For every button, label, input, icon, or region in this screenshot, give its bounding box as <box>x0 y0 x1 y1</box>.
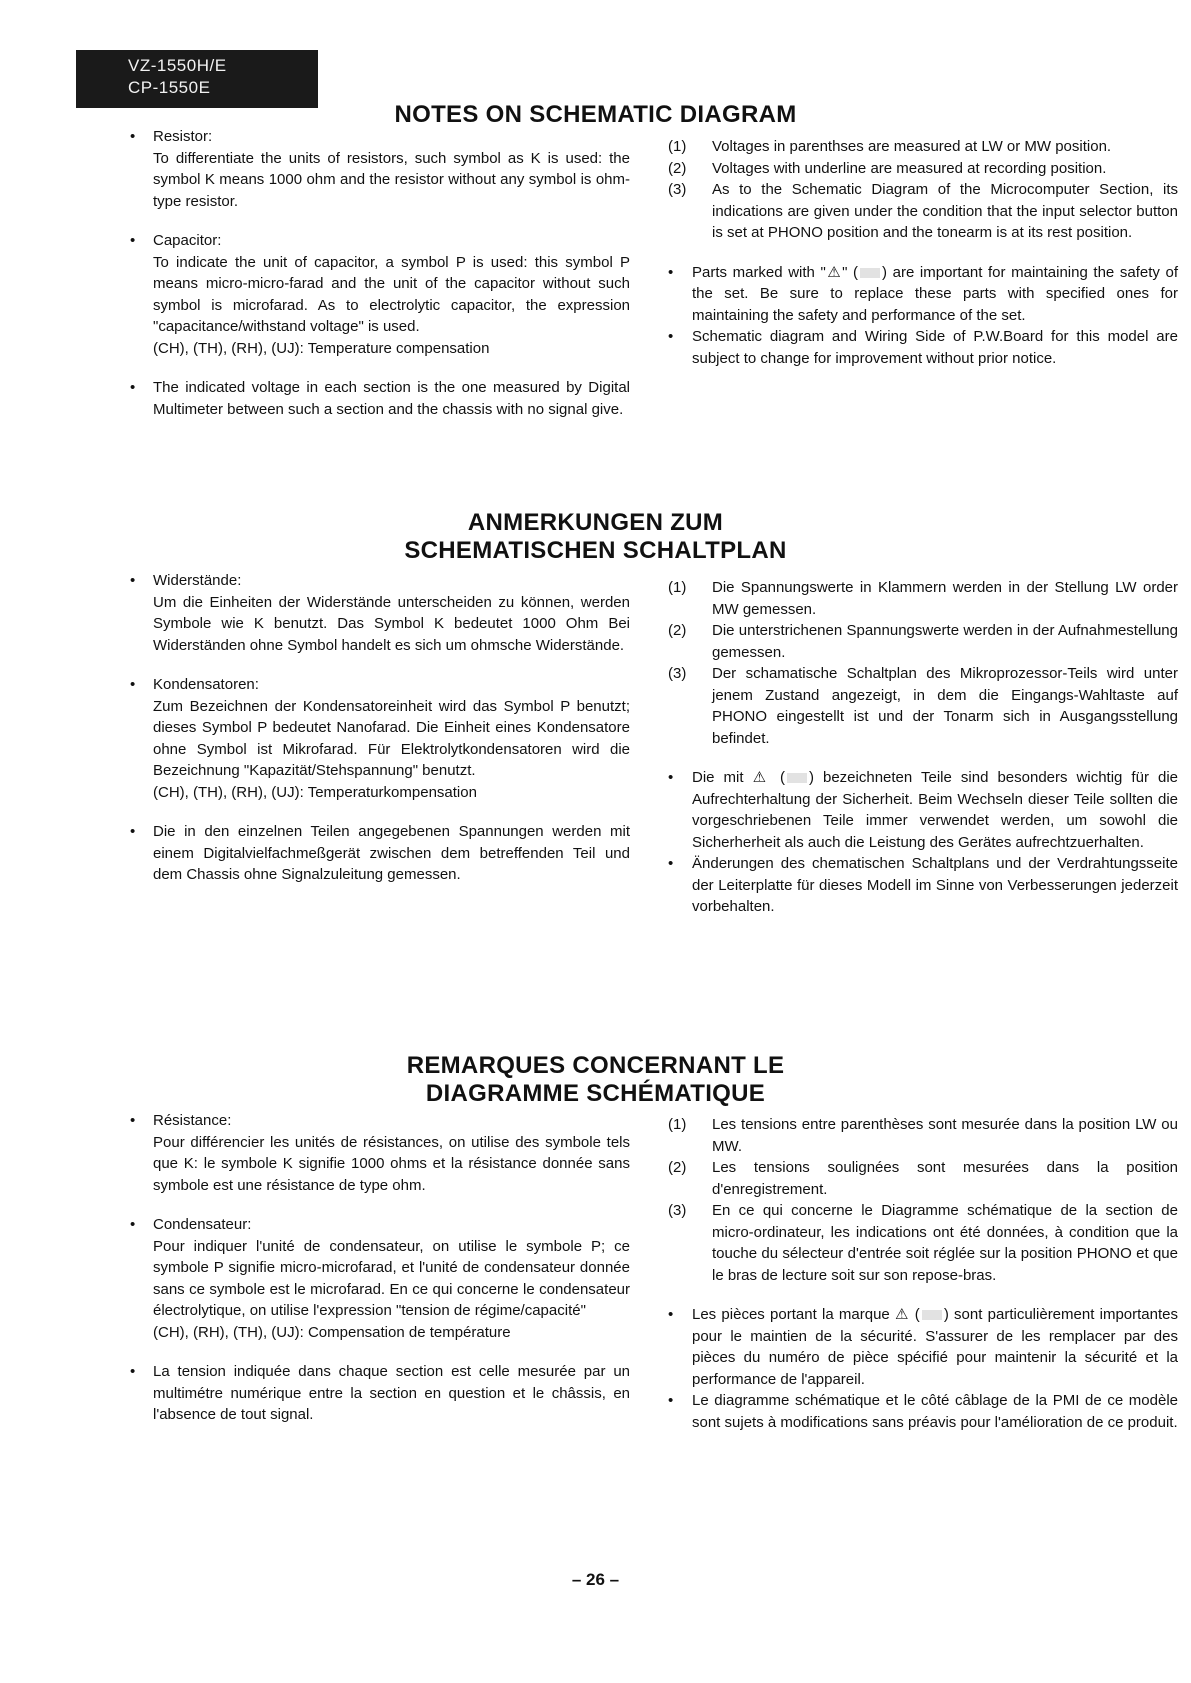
en-note-3: (3) As to the Schematic Diagram of the Microcomputer Section, its indications are given under the condition that the input selector button is set at PHONO position and the tonearm is at its rest position. <box>668 181 1178 241</box>
bullet-dot: • <box>130 676 136 693</box>
de-temp-comp: (CH), (TH), (RH), (UJ): Temperaturkompensation <box>153 783 477 801</box>
de-resistor-label: Widerstände: <box>153 572 242 589</box>
fr-resistor-item <box>120 1110 630 1196</box>
en-voltage-text: The indicated voltage in each section is the one measured by Digital Multimeter between such a section and the chassis with no signal give. <box>153 379 630 418</box>
en-resistor-label: Resistor: <box>153 128 213 145</box>
bullet-dot: • <box>668 263 674 281</box>
fr-right-column <box>668 1114 1178 1433</box>
en-temp-comp: (CH), (TH), (RH), (UJ): Temperature compensation <box>153 339 490 357</box>
fr-resistor-label: Résistance: <box>153 1112 232 1129</box>
model-line-2: CP-1550E <box>128 78 211 97</box>
bullet-dot: • <box>130 232 136 249</box>
shaded-mark-icon <box>922 1310 942 1320</box>
de-title-line-2: SCHEMATISCHEN SCHALTPLAN <box>404 537 787 564</box>
shaded-mark-icon <box>787 773 807 783</box>
fr-title-line-2: DIAGRAMME SCHÉMATIQUE <box>425 1080 766 1107</box>
fr-parts-item: • Les pièces portant la marque ⚠ ( ) sont particulièrement importantes pour le maintien de la sécurité. S'assurer de les remplacer par des pièces du numéro de pièce spécifié pour maintenir la sécurité et la performance de l'appareil. <box>668 1306 1178 1388</box>
de-note-1: (1) Die Spannungswerte in Klammern werden in der Stellung LW order MW gemessen. <box>668 579 1178 618</box>
en-note-2: (2) Voltages with underline are measured at recording position. <box>668 159 1107 177</box>
bullet-dot: • <box>130 1112 136 1129</box>
en-capacitor-label: Capacitor: <box>153 232 222 249</box>
bullet-dot: • <box>668 1306 674 1323</box>
fr-title-line-1: REMARQUES CONCERNANT LE <box>406 1052 785 1079</box>
bullet-dot: • <box>130 823 136 840</box>
fr-note-2: (2) Les tensions soulignées sont mesurées dans la position d'enregistrement. <box>668 1159 1178 1198</box>
de-resistor-item <box>120 570 630 656</box>
model-tag <box>76 50 318 108</box>
de-voltage-item <box>120 821 630 886</box>
fr-voltage-item <box>120 1361 630 1426</box>
en-title: NOTES ON SCHEMATIC DIAGRAM <box>394 101 797 128</box>
fr-note-3: (3) En ce qui concerne le Diagramme schématique de la section de micro-ordinateur, les indications ont été données, à condition que la touche du sélecteur d'entrée soit réglée sur la position PHONO et que le bras de lecture soit sur son repose-bras. <box>668 1202 1178 1284</box>
en-capacitor-item <box>120 230 630 359</box>
en-note-1: (1) Voltages in parenthses are measured at LW or MW position. <box>668 138 1112 155</box>
bullet-dot: • <box>668 769 674 786</box>
fr-capacitor-text: Pour indiquer l'unité de condensateur, on utilise le symbole P; ce symbole P signifie micro-microfarad, et l'unité de condensateur donnée sans ce symbole est le microfarad. En ce qui concerne le condensateur électrolytique, on utilise l'expression "tension de régime/capacité" <box>153 1237 630 1319</box>
page-number: – 26 – <box>571 1570 620 1589</box>
de-voltage-text: Die in den einzelnen Teilen angegebenen Spannungen werden mit einem Digitalvielfachmeßgerät zwischen dem betreffenden Teil und dem Chassis ohne Signalzuleitung gemessen. <box>153 823 630 883</box>
bullet-dot: • <box>130 1363 136 1380</box>
bullet-dot: • <box>668 855 674 872</box>
en-right-column <box>668 136 1178 369</box>
en-capacitor-text: To indicate the unit of capacitor, a symbol P is used: this symbol P means micro-micro-farad and the unit of the capacitor without such symbol is microfarad. As to electrolytic capacitor, the expression "capacitance/withstand voltage" is used. <box>153 253 630 335</box>
fr-change-item: • Le diagramme schématique et le côté câblage de la PMI de ce modèle sont sujets à modifications sans préavis pour l'amélioration de ce produit. <box>668 1392 1178 1431</box>
en-voltage-item <box>120 377 630 420</box>
bullet-dot: • <box>668 328 674 345</box>
de-capacitor-item <box>120 674 630 803</box>
de-left-column <box>120 570 630 886</box>
bullet-dot: • <box>130 1216 136 1233</box>
en-resistor-text: To differentiate the units of resistors, such symbol as K is used: the symbol K means 1000 ohm and the resistor without any symbol is ohm-type resistor. <box>153 149 630 210</box>
fr-capacitor-label: Condensateur: <box>153 1216 252 1233</box>
en-parts-item: • Parts marked with "⚠" ( ) are important for maintaining the safety of the set. Be sure to replace these parts with specified ones for maintaining the safety and performance of the set. <box>668 263 1178 324</box>
en-resistor-item <box>120 126 630 212</box>
de-capacitor-text: Zum Bezeichnen der Kondensatoreinheit wird das Symbol P benutzt; dieses Symbol P bedeutet Nanofarad. Die Einheit eines Kondensatore ohne Symbol ist Mikrofarad. Für Elektrolytkondensatoren wird die Bezeichnung "Kapazität/Stehspannung" benutzt. <box>153 697 630 779</box>
de-right-column <box>668 577 1178 918</box>
bullet-dot: • <box>130 128 136 145</box>
de-capacitor-label: Kondensatoren: <box>153 676 259 693</box>
fr-capacitor-item <box>120 1214 630 1343</box>
fr-voltage-text: La tension indiquée dans chaque section est celle mesurée par un multimétre numérique entre la section en question et le châssis, en l'absence de tout signal. <box>153 1363 630 1423</box>
bullet-dot: • <box>130 572 136 589</box>
de-resistor-text: Um die Einheiten der Widerstände unterscheiden zu können, werden Symbole wie K benutzt. Das Symbol K bedeutet 1000 Ohm Bei Widerständen ohne Symbol handelt es sich um ohmsche Widerstände. <box>153 593 630 654</box>
fr-left-column <box>120 1110 630 1426</box>
bullet-dot: • <box>130 379 136 396</box>
en-left-column <box>120 126 630 420</box>
de-note-3: (3) Der schamatische Schaltplan des Mikroprozessor-Teils wird unter jenem Zustand angezeigt, in dem die Eingangs-Wahltaste auf PHONO eingestellt ist und der Tonarm sich in Ausgangsstellung befindet. <box>668 665 1178 747</box>
de-change-item: • Änderungen des chematischen Schaltplans und der Verdrahtungsseite der Leiterplatte für dieses Modell im Sinne von Verbesserungen jederzeit vorbehalten. <box>668 855 1178 915</box>
model-line-1: VZ-1550H/E <box>128 56 227 75</box>
shaded-mark-icon <box>860 268 880 278</box>
fr-note-1: (1) Les tensions entre parenthèses sont mesurée dans la position LW ou MW. <box>668 1116 1178 1155</box>
bullet-dot: • <box>668 1392 674 1409</box>
de-note-2: (2) Die unterstrichenen Spannungswerte werden in der Aufnahmestellung gemessen. <box>668 622 1178 661</box>
en-change-item: • Schematic diagram and Wiring Side of P.W.Board for this model are subject to change for improvement without prior notice. <box>668 328 1178 367</box>
de-title-line-1: ANMERKUNGEN ZUM <box>467 509 724 536</box>
fr-temp-comp: (CH), (RH), (TH), (UJ): Compensation de température <box>153 1323 511 1341</box>
de-parts-item: • Die mit ⚠ ( ) bezeichneten Teile sind besonders wichtig für die Aufrechterhaltung der Sicherheit. Beim Wechseln dieser Teile sollten die vorgeschriebenen Teile immer verwendet werden, um sowohl die Sicherherheit als auch die Leistung des Gerätes aufrechtzuerhalten. <box>668 769 1178 851</box>
fr-resistor-text: Pour différencier les unités de résistances, on utilise des symbole tels que K: le symbole K signifie 1000 ohms et la résistance donnée sans symbole est une résistance de type ohm. <box>153 1133 630 1194</box>
